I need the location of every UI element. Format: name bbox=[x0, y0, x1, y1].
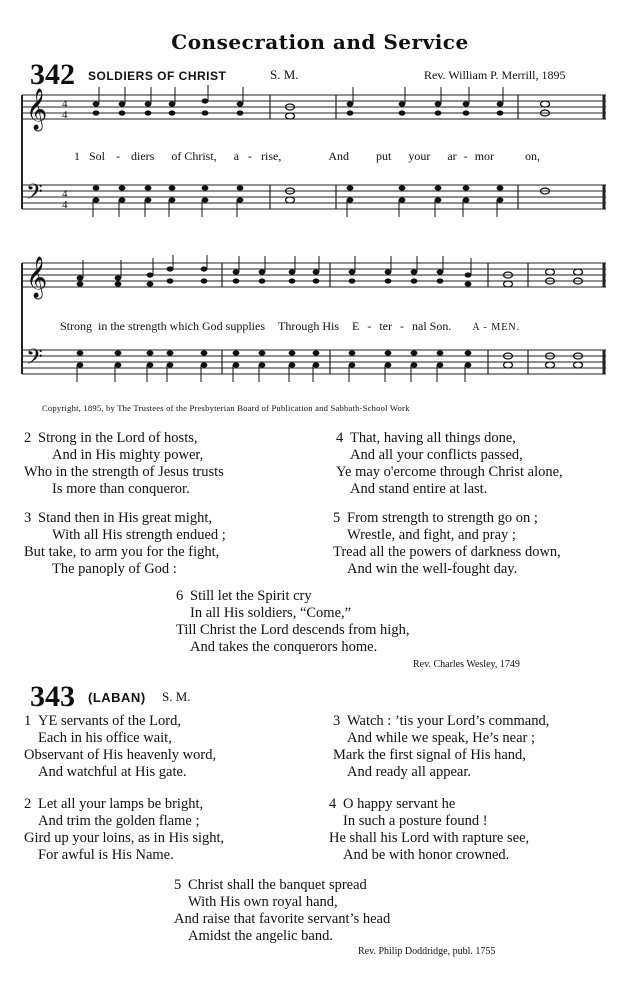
lyric-syllable: - bbox=[248, 149, 253, 163]
stanza-343-1 bbox=[24, 713, 217, 781]
lyric-syllable: mor bbox=[474, 149, 495, 163]
meter: S. M. bbox=[162, 689, 191, 704]
stanza-line: With His own royal hand, bbox=[188, 894, 338, 910]
lyric-syllable: - bbox=[463, 149, 468, 163]
stanza-number: 3 bbox=[333, 713, 341, 729]
stanza-line: And in His mighty power, bbox=[52, 447, 204, 463]
lyric-syllable: a bbox=[233, 149, 240, 163]
stanza-line: Observant of His heavenly word, bbox=[24, 747, 217, 763]
stanza-line: Each in his office wait, bbox=[38, 730, 172, 746]
stanza-line: And win the well-fought day. bbox=[347, 561, 518, 577]
stanza-line: From strength to strength go on ; bbox=[347, 510, 538, 526]
stanza-number: 6 bbox=[176, 588, 184, 604]
svg-text:𝄢: 𝄢 bbox=[26, 345, 43, 375]
stanza-line: With all His strength endued ; bbox=[52, 527, 226, 543]
stanza-line: In all His soldiers, “Come,” bbox=[190, 605, 352, 621]
stanza-line: Tread all the powers of darkness down, bbox=[333, 544, 561, 560]
lyrics-line-2 bbox=[60, 319, 520, 334]
stanza-line: Christ shall the banquet spread bbox=[188, 877, 367, 893]
stanza-line: And all your conflicts passed, bbox=[350, 447, 523, 463]
stanza-4 bbox=[336, 430, 563, 498]
page-title: Consecration and Service bbox=[171, 30, 469, 54]
stanza-line: Let all your lamps be bright, bbox=[38, 796, 204, 812]
stanza-number: 5 bbox=[174, 877, 182, 893]
stanza-line: And takes the conquerors home. bbox=[190, 639, 378, 655]
stanza-343-2 bbox=[24, 796, 225, 864]
stanza-343-3 bbox=[333, 713, 550, 781]
lyric-syllable: nal Son. bbox=[412, 319, 452, 333]
stanza-line: Strong in the Lord of hosts, bbox=[38, 430, 198, 446]
lyric-syllable: - bbox=[400, 319, 404, 333]
stanza-line: And ready all appear. bbox=[347, 764, 472, 780]
attribution: Rev. Philip Doddridge, publ. 1755 bbox=[358, 946, 496, 957]
stanza-line: For awful is His Name. bbox=[38, 847, 174, 863]
stanza-line: He shall his Lord with rapture see, bbox=[329, 830, 530, 846]
amen-label: A - MEN. bbox=[472, 322, 521, 333]
stanza-line: Amidst the angelic band. bbox=[188, 928, 333, 944]
lyric-syllable: in the strength which God supplies bbox=[98, 319, 265, 333]
stanza-5 bbox=[333, 510, 561, 578]
stanza-number: 5 bbox=[333, 510, 341, 526]
meter: S. M. bbox=[270, 67, 299, 82]
svg-text:𝄢: 𝄢 bbox=[26, 180, 43, 210]
stanza-number: 3 bbox=[24, 510, 32, 526]
stanza-line: And stand entire at last. bbox=[350, 481, 488, 497]
stanza-line: Gird up your loins, as in His sight, bbox=[24, 830, 225, 846]
svg-text:4: 4 bbox=[62, 188, 68, 200]
svg-text:4: 4 bbox=[62, 199, 68, 211]
stanza-line: Ye may o'ercome through Christ alone, bbox=[336, 464, 563, 480]
stanza-line: Watch : ’tis your Lord’s command, bbox=[347, 713, 550, 729]
stanza-line: And watchful at His gate. bbox=[38, 764, 187, 780]
tune-name: SOLDIERS OF CHRIST bbox=[88, 69, 227, 83]
lyric-syllable: Sol bbox=[89, 149, 106, 163]
lyric-syllable: And bbox=[328, 149, 350, 163]
stanza-line: YE servants of the Lord, bbox=[38, 713, 181, 729]
lyric-syllable: Strong bbox=[60, 319, 93, 333]
stanza-343-5 bbox=[174, 877, 391, 945]
stanza-2 bbox=[24, 430, 224, 498]
stanza-number: 4 bbox=[329, 796, 337, 812]
stanza-line: That, having all things done, bbox=[350, 430, 516, 446]
copyright-notice: Copyright, 1895, by The Trustees of the Presbyterian Board of Publication and Sabbath-School Work bbox=[42, 403, 410, 413]
stanza-number: 2 bbox=[24, 796, 32, 812]
stanza-line: Till Christ the Lord descends from high, bbox=[176, 622, 410, 638]
lyric-syllable: diers bbox=[131, 149, 155, 163]
lyric-syllable: your bbox=[408, 149, 431, 163]
lyric-syllable: E bbox=[352, 319, 360, 333]
svg-text:4: 4 bbox=[62, 98, 68, 110]
stanza-line: Still let the Spirit cry bbox=[190, 588, 312, 604]
stanza-line: Who in the strength of Jesus trusts bbox=[24, 464, 224, 480]
lyric-syllable: rise, bbox=[261, 149, 282, 163]
stanza-line: The panoply of God : bbox=[52, 561, 177, 577]
stanza-number: 1 bbox=[24, 713, 32, 729]
stanza-number: 4 bbox=[336, 430, 344, 446]
lyric-syllable: Through His bbox=[278, 319, 339, 333]
lyric-syllable: ter bbox=[379, 319, 392, 333]
stanza-line: But take, to arm you for the fight, bbox=[24, 544, 220, 560]
attribution: Rev. Charles Wesley, 1749 bbox=[413, 659, 520, 670]
stanza-number: 2 bbox=[24, 430, 32, 446]
svg-text:𝄞: 𝄞 bbox=[26, 89, 48, 130]
stanza-line: Mark the first signal of His hand, bbox=[333, 747, 526, 763]
lyric-syllable: - bbox=[116, 149, 121, 163]
lyric-syllable: put bbox=[376, 149, 392, 163]
stanza-6 bbox=[176, 588, 410, 656]
stanza-line: O happy servant he bbox=[343, 796, 456, 812]
stanza-line: Wrestle, and fight, and pray ; bbox=[347, 527, 516, 543]
svg-text:4: 4 bbox=[62, 109, 68, 121]
stanza-3 bbox=[24, 510, 226, 578]
lyric-syllable: ar bbox=[447, 149, 457, 163]
svg-text:𝄞: 𝄞 bbox=[26, 257, 48, 298]
lyric-syllable: 1 bbox=[74, 149, 80, 163]
hymn-number: 343 bbox=[30, 680, 75, 713]
stanza-line: And raise that favorite servant’s head bbox=[174, 911, 391, 927]
author: Rev. William P. Merrill, 1895 bbox=[424, 68, 566, 82]
stanza-line: And trim the golden flame ; bbox=[38, 813, 200, 829]
stanza-line: Stand then in His great might, bbox=[38, 510, 212, 526]
stanza-line: Is more than conqueror. bbox=[52, 481, 190, 497]
lyric-syllable: on, bbox=[525, 149, 541, 163]
lyric-syllable: - bbox=[367, 319, 372, 333]
stanza-line: And while we speak, He’s near ; bbox=[347, 730, 536, 746]
lyrics-line-1 bbox=[74, 149, 540, 164]
tune-name: (LABAN) bbox=[88, 690, 146, 705]
stanza-line: In such a posture found ! bbox=[343, 813, 488, 829]
stanza-line: And be with honor crowned. bbox=[343, 847, 510, 863]
lyric-syllable: of Christ, bbox=[171, 149, 217, 163]
hymn-number: 342 bbox=[30, 58, 75, 91]
stanza-343-4 bbox=[329, 796, 530, 864]
